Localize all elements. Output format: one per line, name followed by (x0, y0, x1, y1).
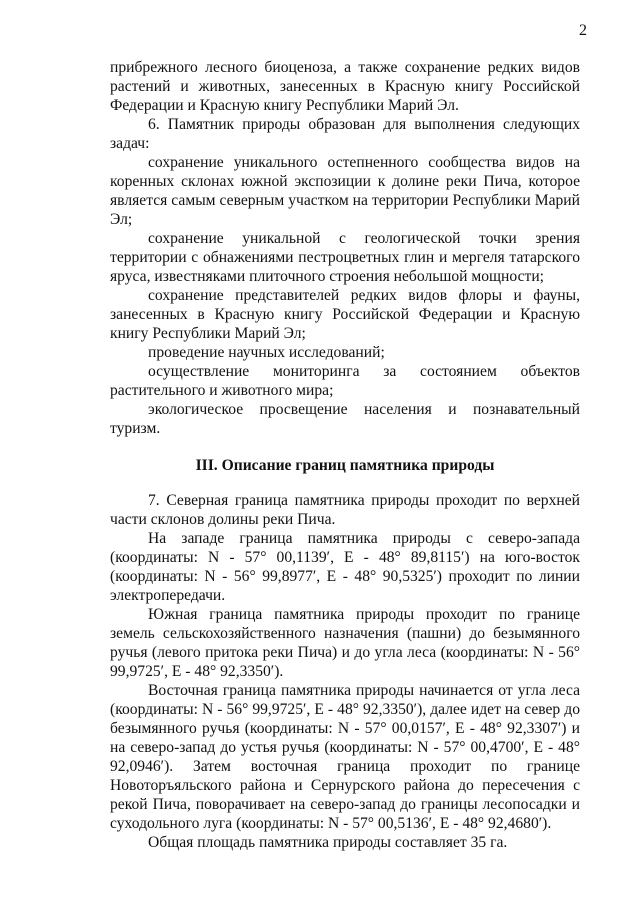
document-body (110, 58, 580, 852)
task-item: сохранение уникального остепненного сообщества видов на коренных склонах южной экспозиции к долине реки Пича, которое является самым северным участком на территории Республики Марий Эл; (110, 154, 580, 228)
paragraph: 7. Северная граница памятника природы проходит по верхней части склонов долины реки Пича. (110, 492, 580, 528)
paragraph: На западе граница памятника природы с северо-запада (координаты: N - 57° 00,1139′, E - 48° 89,8115′) на юго-восток (координаты: N - 56° 99,8977′, E - 48° 90,5325′) проходит по линии электропередачи. (110, 530, 580, 604)
task-item: проведение научных исследований; (148, 344, 385, 361)
task-item: сохранение уникальной с геологической точки зрения территории с обнажениями пестроцветных глин и мергеля татарского яруса, известняками плиточного строения небольшой мощности; (110, 230, 580, 285)
paragraph: прибрежного лесного биоценоза, а также сохранение редких видов растений и животных, занесенных в Красную книгу Российской Федерации и Красную книгу Республики Марий Эл. (110, 59, 580, 114)
paragraph: Восточная граница памятника природы начинается от угла леса (координаты: N - 56° 99,9725′, E - 48° 92,3350′), далее идет на север до безымянного ручья (координаты: N - 57° 00,0157′, E - 48° 92,3307′) и на северо-запад до устья ручья (координаты: N - 57° 00,4700′, E - 48° 92,0946′). Затем восточная граница проходит по границе Новоторъяльского района и Сернурского района до пересечения с рекой Пича, поворачивает на северо-запад до границы лесопосадки и суходольного луга (координаты: N - 57° 00,5136′, E - 48° 92,4680′). (110, 682, 580, 832)
paragraph: 6. Памятник природы образован для выполнения следующих задач: (110, 116, 580, 152)
task-item: сохранение представителей редких видов флоры и фауны, занесенных в Красную книгу Российской Федерации и Красную книгу Республики Марий Эл; (110, 287, 580, 342)
page-number: 2 (579, 22, 587, 39)
paragraph: Южная граница памятника природы проходит по границе земель сельскохозяйственного назначения (пашни) до безымянного ручья (левого притока реки Пича) и до угла леса (координаты: N - 56° 99,9725′, E - 48° 92,3350′). (110, 606, 580, 680)
paragraph: Общая площадь памятника природы составляет 35 га. (148, 834, 508, 851)
section-title: III. Описание границ памятника природы (195, 457, 495, 474)
task-item: экологическое просвещение населения и познавательный туризм. (110, 401, 580, 437)
task-item: осуществление мониторинга за состоянием объектов растительного и животного мира; (110, 363, 580, 399)
